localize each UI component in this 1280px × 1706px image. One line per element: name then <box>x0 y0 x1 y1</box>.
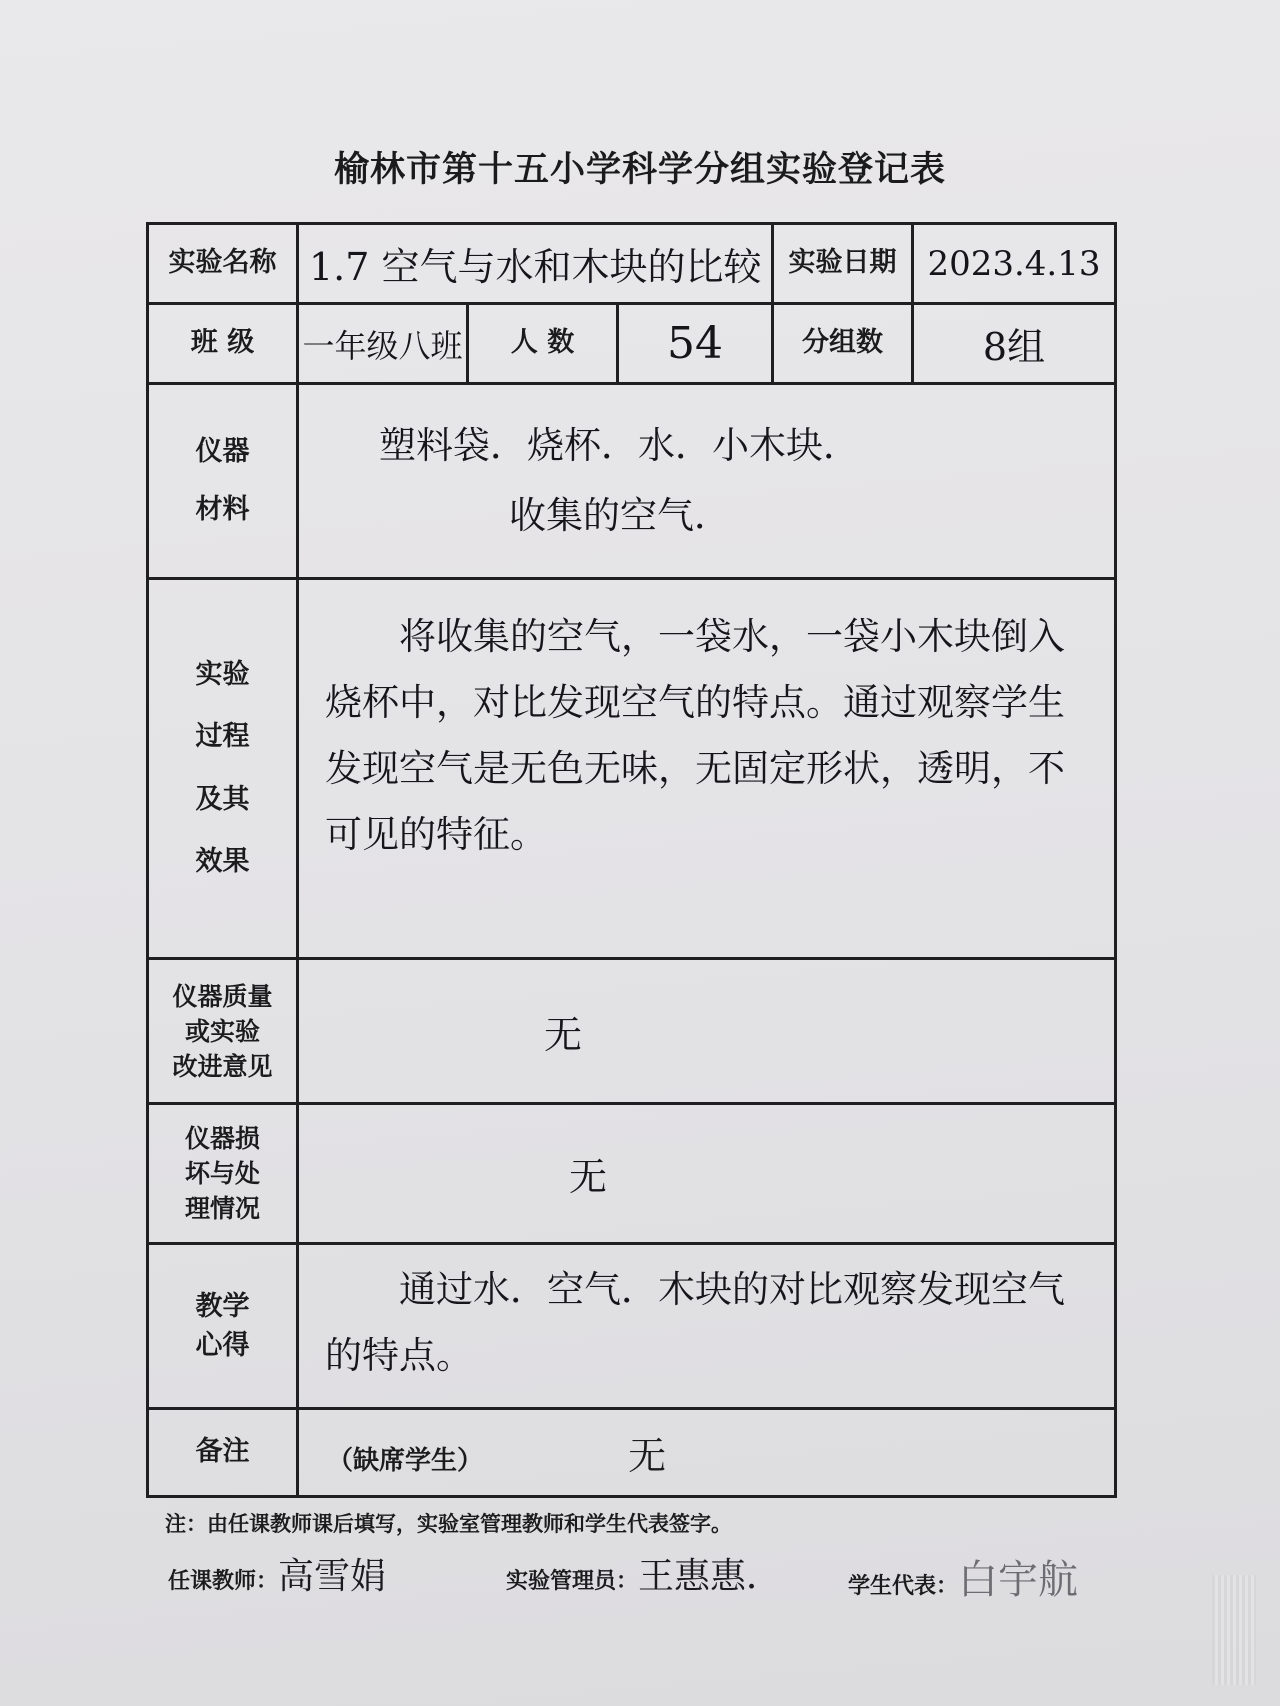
process-cell <box>298 579 1116 959</box>
form-note: 注：由任课教师课后填写，实验室管理教师和学生代表签字。 <box>165 1512 732 1536</box>
class-value: 一年级八班 <box>298 304 468 384</box>
student-signature <box>848 1548 1078 1605</box>
quality-label-line: 或实验 <box>184 1016 260 1046</box>
row-remarks <box>148 1409 1116 1497</box>
teacher-label: 任课教师： <box>168 1569 279 1594</box>
reflection-label <box>148 1244 298 1409</box>
admin-signature-value: 王惠惠． <box>638 1556 783 1597</box>
experiment-register-table <box>146 222 1117 1498</box>
student-label: 学生代表： <box>848 1574 959 1599</box>
quality-label-line: 仪器质量 <box>172 981 273 1011</box>
reflection-text: 通过水．空气．木块的对比观察发现空气的特点。 <box>325 1268 1065 1377</box>
teacher-signature <box>168 1548 386 1599</box>
materials-line: 收集的空气． <box>509 494 731 537</box>
experiment-name-value: 1.7 空气与水和木块的比较 <box>298 224 773 304</box>
damage-label <box>148 1104 298 1244</box>
quality-label-line: 改进意见 <box>172 1051 273 1081</box>
row-reflection <box>148 1244 1116 1409</box>
admin-signature <box>506 1548 782 1599</box>
form-title: 榆林市第十五小学科学分组实验登记表 <box>333 150 946 190</box>
absent-students-label: （缺席学生） <box>327 1446 484 1476</box>
process-label-line: 效果 <box>195 845 250 877</box>
materials-label <box>148 384 298 579</box>
materials-label-line: 仪器 <box>195 435 250 467</box>
materials-value <box>298 384 1116 579</box>
class-label: 班 级 <box>148 304 298 384</box>
process-label <box>148 579 298 959</box>
experiment-name-label: 实验名称 <box>148 224 298 304</box>
student-count-value: 54 <box>618 304 773 384</box>
reflection-label-line: 心得 <box>195 1330 250 1361</box>
student-count-label: 人 数 <box>468 304 618 384</box>
teacher-signature-value: 高雪娟 <box>278 1556 387 1597</box>
row-damage <box>148 1104 1116 1244</box>
materials-label-line: 材料 <box>195 494 250 525</box>
materials-line: 塑料袋．烧杯．水．小木块． <box>379 424 860 467</box>
quality-value: 无 <box>298 959 1116 1104</box>
row-quality <box>148 959 1116 1104</box>
quality-label <box>148 959 298 1104</box>
damage-label-line: 理情况 <box>184 1194 260 1223</box>
remarks-cell <box>298 1409 1116 1497</box>
damage-value: 无 <box>298 1104 1116 1244</box>
process-label-line: 过程 <box>195 721 250 753</box>
reflection-cell <box>298 1244 1116 1409</box>
group-count-label: 分组数 <box>773 304 913 384</box>
paper-smudge <box>1212 1575 1256 1685</box>
damage-label-line: 仪器损 <box>184 1124 260 1153</box>
experiment-date-label: 实验日期 <box>773 224 913 304</box>
signature-row <box>168 1548 1128 1618</box>
row-process <box>148 579 1116 959</box>
process-label-line: 及其 <box>195 783 250 815</box>
row-materials <box>148 384 1116 579</box>
group-count-value: 8组 <box>913 304 1116 384</box>
absent-students-value: 无 <box>628 1434 667 1478</box>
row-experiment-name <box>148 224 1116 304</box>
process-text: 将收集的空气，一袋水，一袋小木块倒入烧杯中，对比发现空气的特点。通过观察学生发现空气是无色无味，无固定形状，透明，不可见的特征。 <box>325 615 1065 856</box>
damage-label-line: 坏与处 <box>184 1159 260 1188</box>
student-signature-value: 白宇航 <box>958 1557 1079 1603</box>
reflection-label-line: 教学 <box>195 1290 250 1322</box>
remarks-label: 备注 <box>148 1409 298 1497</box>
admin-label: 实验管理员： <box>506 1569 639 1594</box>
process-label-line: 实验 <box>195 659 250 691</box>
row-class-info <box>148 304 1116 384</box>
experiment-date-value: 2023.4.13 <box>913 224 1116 304</box>
